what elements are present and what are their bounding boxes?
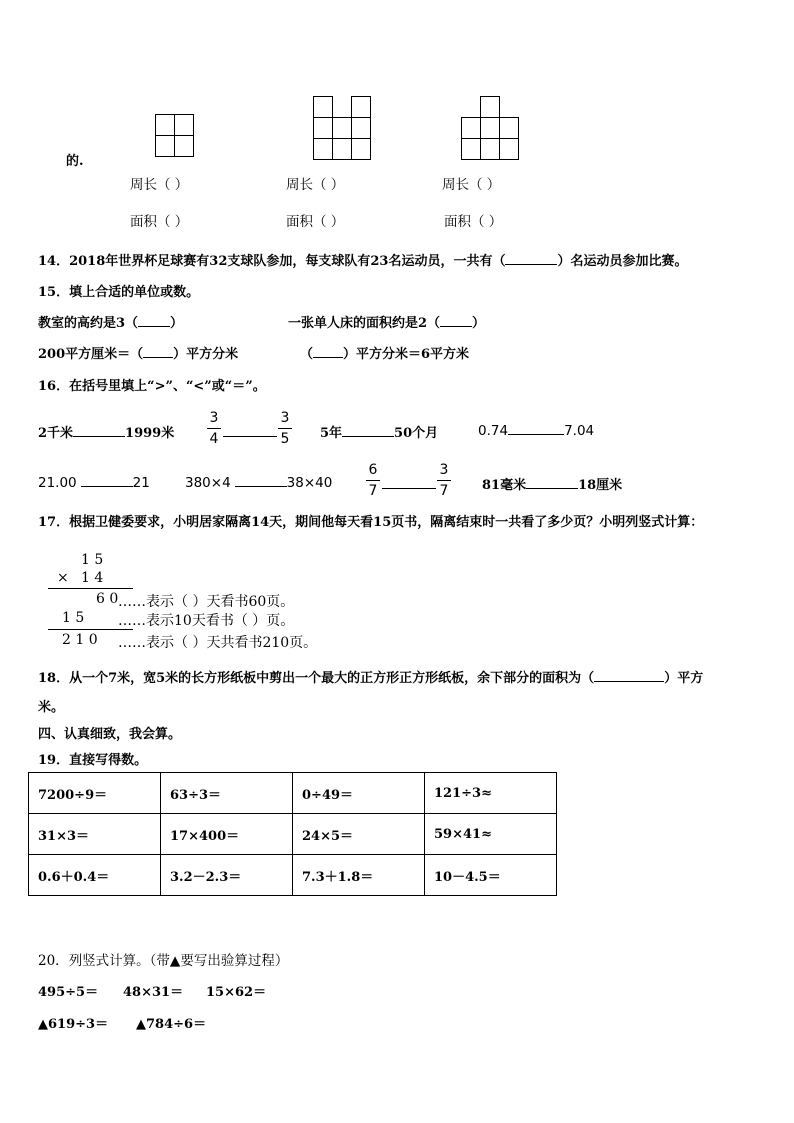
q16-r2-a — [38, 474, 150, 491]
table-cell[interactable]: 24×5＝ — [293, 814, 425, 855]
q16-r1-b-blank[interactable] — [223, 424, 277, 437]
fraction-denominator: 4 — [209, 431, 219, 447]
figure1-area: 面积（ ） — [130, 214, 189, 230]
calc-multiplicand: 1 5 — [81, 552, 104, 568]
q16-title-line — [38, 375, 266, 394]
q16-r2-b-right: 38×40 — [286, 475, 333, 491]
calc-rule-2 — [48, 629, 133, 630]
fraction-numerator: 3 — [439, 462, 449, 478]
q16-r1-d-blank[interactable] — [508, 422, 564, 435]
calc-rule-1 — [48, 588, 133, 589]
calc-multiplier: 1 4 — [81, 570, 104, 586]
calc-result: 2 1 0 — [62, 632, 98, 648]
q15-item3-unit: ）平方分米 — [173, 347, 239, 362]
section-4-title: 四、认真细致，我会算。 — [38, 727, 182, 742]
q15-item4 — [300, 343, 469, 362]
table-cell[interactable]: 17×400＝ — [161, 814, 293, 855]
figure-castle-grid — [313, 96, 371, 159]
fraction-numerator: 3 — [209, 410, 219, 426]
q16-r1-a-left: 2千米 — [38, 426, 74, 441]
q15-item3-text: 200平方厘米＝（ — [38, 347, 144, 362]
q18-line — [38, 667, 703, 686]
q15-item1-blank[interactable] — [138, 314, 170, 327]
q16-r2-fraction-right — [436, 461, 452, 500]
q20-problem-1: 495÷5＝ — [38, 985, 99, 1000]
q15-number: 15． — [38, 285, 70, 300]
q16-r2-c-blank[interactable] — [382, 476, 436, 489]
q16-r1-fraction-right — [277, 409, 293, 448]
q14-text-a: 2018年世界杯足球赛有32支球队参加，每支球队有23名运动员，一共有（ — [69, 254, 506, 269]
q16-r1-c — [320, 422, 438, 441]
fraction-denominator: 7 — [368, 483, 378, 499]
table-cell[interactable]: 0.6＋0.4＝ — [29, 855, 161, 896]
q19-number: 19． — [38, 753, 70, 768]
q16-r2-fraction-left — [365, 461, 381, 500]
q13-de-label: 的. — [66, 154, 84, 169]
q18-number: 18． — [38, 671, 70, 686]
calc-partial-1: 6 0 — [96, 591, 119, 607]
calc-times-sign: × — [57, 570, 69, 586]
figure-2x2-grid — [155, 114, 193, 157]
q15-title: 填上合适的单位或数。 — [69, 285, 200, 300]
q15-item4-text: ）平方分米＝6平方米 — [343, 347, 470, 362]
calc-partial-2: 1 5 — [62, 610, 85, 626]
q20-number: 20． — [38, 953, 69, 969]
q15-item2-text: 一张单人床的面积约是2（ — [288, 316, 441, 331]
calc-note-3: ……表示（ ）天共看书210页。 — [118, 635, 318, 651]
q17-line — [38, 511, 703, 530]
q20-problem-4: ▲619÷3＝ — [38, 1017, 109, 1032]
q16-r2-a-blank[interactable] — [81, 474, 133, 487]
q16-r2-b-blank[interactable] — [235, 474, 287, 487]
table-cell[interactable]: 31×3＝ — [29, 814, 161, 855]
table-cell[interactable]: 10－4.5＝ — [425, 855, 557, 896]
q17-number: 17． — [38, 515, 70, 530]
q20-problem-3: 15×62＝ — [206, 985, 267, 1000]
figure3-area: 面积（ ） — [444, 214, 503, 230]
q18-continuation: 米。 — [38, 700, 65, 715]
q15-item1-text: 教室的高约是3（ — [38, 316, 139, 331]
q16-number: 16． — [38, 379, 70, 394]
figure2-perimeter: 周长（ ） — [286, 177, 345, 193]
q16-r2-a-left: 21.00 — [38, 475, 77, 491]
q15-item3-blank[interactable] — [143, 345, 173, 358]
table-row — [29, 855, 557, 896]
table-cell[interactable]: 63÷3＝ — [161, 773, 293, 814]
q17-text: 根据卫健委要求，小明居家隔离14天，期间他每天看15页书，隔离结束时一共看了多少页？小明列竖式计算： — [69, 515, 704, 530]
q19-title: 直接写得数。 — [69, 753, 148, 768]
q16-r1-d-right: 7.04 — [564, 423, 595, 439]
table-cell[interactable]: 7200÷9＝ — [29, 773, 161, 814]
figure-stair-grid — [461, 96, 519, 159]
q15-item2-close: ） — [472, 316, 486, 331]
q16-r1-a — [38, 422, 174, 441]
table-row — [29, 773, 557, 814]
q15-item4-open: （ — [300, 347, 314, 362]
q14-number: 14． — [38, 254, 70, 269]
q16-r2-d-left: 81毫米 — [482, 478, 527, 493]
q16-r1-d — [478, 422, 594, 439]
q15-item2-blank[interactable] — [440, 314, 472, 327]
q15-item3 — [38, 343, 238, 362]
q15-title-line — [38, 281, 199, 300]
q15-item1-close: ） — [170, 316, 184, 331]
q15-item1 — [38, 312, 183, 331]
q16-r2-d — [482, 474, 622, 493]
figure2-area: 面积（ ） — [286, 214, 345, 230]
q16-r2-d-right: 18厘米 — [578, 478, 623, 493]
q16-r1-c-left: 5年 — [320, 426, 343, 441]
q16-title: 在括号里填上“>”、“<”或“＝”。 — [69, 379, 266, 394]
q16-r1-fraction-left — [206, 409, 222, 448]
q18-answer-blank[interactable] — [594, 669, 664, 682]
calc-note-1: ……表示（ ）天看书60页。 — [118, 594, 295, 610]
q16-r2-a-right: 21 — [132, 475, 150, 491]
q20-problem-2: 48×31＝ — [123, 985, 184, 1000]
q15-item2 — [288, 312, 485, 331]
q14-text-b: ）名运动员参加比赛。 — [557, 254, 688, 269]
q15-item4-blank[interactable] — [313, 345, 343, 358]
q18-text-b: ）平方 — [664, 671, 704, 686]
fraction-numerator: 6 — [368, 462, 378, 478]
q14-answer-blank[interactable] — [505, 252, 557, 265]
q16-r1-a-right: 1999米 — [125, 426, 175, 441]
figure3-perimeter: 周长（ ） — [442, 177, 501, 193]
table-row — [29, 814, 557, 855]
q20-title-line — [38, 949, 288, 969]
q20-problem-5: ▲784÷6＝ — [136, 1017, 207, 1032]
q18-text-a: 从一个7米，宽5米的长方形纸板中剪出一个最大的正方形正方形纸板，余下部分的面积为（ — [69, 671, 595, 686]
q14-line — [38, 250, 687, 269]
q20-title: 列竖式计算。（带▲要写出验算过程） — [68, 953, 289, 969]
fraction-numerator: 3 — [280, 410, 290, 426]
calc-note-2: ……表示10天看书（ ）页。 — [118, 613, 295, 629]
fraction-denominator: 7 — [439, 483, 449, 499]
mental-math-table — [28, 772, 557, 896]
q19-title-line — [38, 749, 147, 768]
table-cell[interactable]: 59×41≈ — [425, 814, 557, 855]
table-cell[interactable]: 121÷3≈ — [425, 773, 557, 814]
q16-r2-b — [185, 474, 332, 491]
q16-r2-b-left: 380×4 — [185, 475, 231, 491]
q16-r1-a-blank[interactable] — [73, 424, 125, 437]
table-cell[interactable]: 3.2－2.3＝ — [161, 855, 293, 896]
q16-r1-c-blank[interactable] — [342, 424, 394, 437]
figure1-perimeter: 周长（ ） — [130, 177, 189, 193]
q16-r1-c-right: 50个月 — [394, 426, 439, 441]
fraction-denominator: 5 — [280, 431, 290, 447]
q16-r1-d-left: 0.74 — [478, 423, 509, 439]
q16-r2-d-blank[interactable] — [526, 476, 578, 489]
table-cell[interactable]: 7.3＋1.8＝ — [293, 855, 425, 896]
table-cell[interactable]: 0÷49＝ — [293, 773, 425, 814]
